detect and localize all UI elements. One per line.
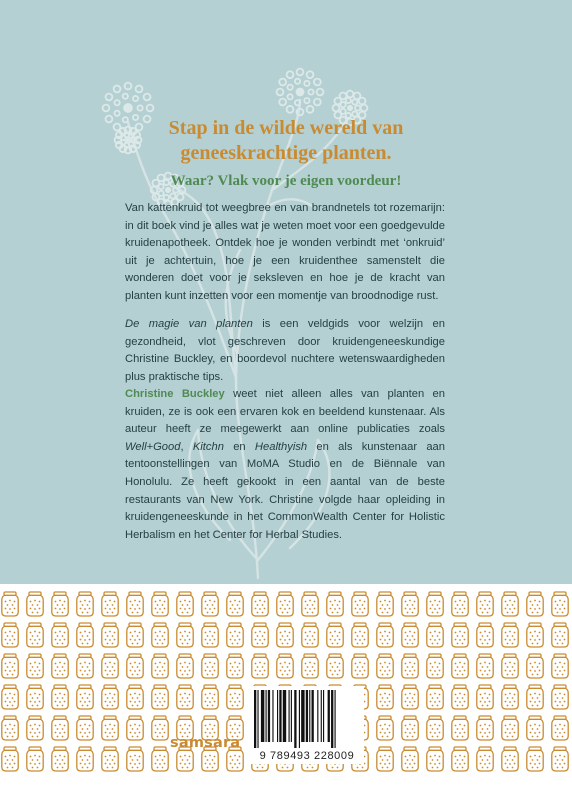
jar-icon [452,747,468,771]
barcode-bar [309,690,310,742]
jar-icon [27,623,43,647]
barcode-bar [331,690,333,748]
jar-icon [452,592,468,616]
jar-icon [177,654,193,678]
jar-icon [402,592,418,616]
jar-icon [402,623,418,647]
jar-icon [2,716,18,740]
jar-icon [127,654,143,678]
jar-icon [502,623,518,647]
tagline: Waar? Vlak voor je eigen voordeur! [170,173,402,189]
jar-icon [27,685,43,709]
jar-icon [552,685,568,709]
barcode-bar [272,690,273,742]
jar-icon [402,716,418,740]
barcode-bar [277,690,278,742]
jar-icon [177,623,193,647]
publisher-logo: samsara [170,735,241,751]
jar-icon [152,654,168,678]
barcode-bar [257,690,258,748]
flower-head-2 [277,69,324,116]
headline [0,116,572,166]
barcode-bar [294,690,296,748]
jar-icon [402,685,418,709]
jar-icon [552,716,568,740]
jar-icon [27,716,43,740]
jar-icon [552,623,568,647]
barcode-bar [254,690,256,748]
jar-icon [477,592,493,616]
jar-icon [102,716,118,740]
jar-icon [227,623,243,647]
jar-icon [427,654,443,678]
jar-icon [377,592,393,616]
jar-icon [127,623,143,647]
jar-icon [152,685,168,709]
barcode-bar [321,690,322,742]
jar-icon [477,716,493,740]
jar-icon [202,654,218,678]
jar-icon [52,654,68,678]
jar-icon [202,685,218,709]
jar-icon [227,685,243,709]
jar-icon [77,592,93,616]
jar-icon [152,623,168,647]
jar-icon [527,685,543,709]
jar-icon [402,747,418,771]
description-paragraph [125,316,445,386]
bio-text-1: weet niet alleen alles van planten en kruiden, ze is ook een ervaren kok en beeldend kunstenaar. Als auteur heeft ze meegewerkt aan online publicaties zoals [125,388,445,436]
jar-icon [327,623,343,647]
bio-text-2: en als kunstenaar aan tentoonstellingen van MoMA Studio en de Biënnale van Honolulu. Ze heeft gekookt in een aantal van de beste restaurants van New York. Christine volgde haar opleiding in kruidengeneeskunde in het CommonWealth Center for Holistic Herbalism en het Center for Herbal Studies. [125,440,445,541]
jar-icon [27,592,43,616]
jar-icon [277,592,293,616]
jar-icon [502,747,518,771]
jar-icon [452,623,468,647]
barcode-bar [266,690,267,742]
jar-icon [102,685,118,709]
jar-icon [102,654,118,678]
jar-icon [77,654,93,678]
jar-icon [127,747,143,771]
barcode [250,686,364,748]
jar-icon [427,716,443,740]
jar-icon [427,623,443,647]
publication-well-good: Well+Good [125,440,181,453]
barcode-number: 9 789493 228009 [259,750,355,762]
jar-icon [102,623,118,647]
jar-icon [202,592,218,616]
jar-icon [52,747,68,771]
jar-icon [102,592,118,616]
jar-icon [502,592,518,616]
jar-icon [427,747,443,771]
jar-icon [152,747,168,771]
jar-icon [452,654,468,678]
jar-icon [452,685,468,709]
jar-icon [377,623,393,647]
jar-icon [152,592,168,616]
jar-icon [127,716,143,740]
jar-icon [502,654,518,678]
jar-icon [2,592,18,616]
jar-icon [302,623,318,647]
jar-icon [52,592,68,616]
jar-icon [2,654,18,678]
barcode-bar [289,690,290,742]
jar-icon [352,592,368,616]
jar-icon [377,716,393,740]
jar-icon [77,623,93,647]
barcode-bar [312,690,314,742]
jar-icon [377,654,393,678]
author-name: Christine Buckley [125,388,225,400]
jar-icon [527,716,543,740]
barcode-bar [279,690,281,742]
jar-icon [502,716,518,740]
jar-icon [127,592,143,616]
jar-icon [427,592,443,616]
barcode-bar [301,690,304,742]
jar-icon [77,716,93,740]
jar-icon [402,654,418,678]
barcode-bar [335,690,336,748]
jar-icon [202,623,218,647]
jar-icon [252,654,268,678]
headline-line-1: Stap in de wilde wereld van [168,117,404,139]
jar-icon [502,685,518,709]
jar-icon [252,623,268,647]
jar-icon [177,592,193,616]
barcode-bar [306,690,308,742]
barcode-bar [317,690,318,742]
jar-icon [527,623,543,647]
jar-icon [477,654,493,678]
jar-icon [327,592,343,616]
jar-icon [477,685,493,709]
jar-icon [552,747,568,771]
jar-icon [527,747,543,771]
jar-icon [302,654,318,678]
jar-icon [552,592,568,616]
barcode-bar [291,690,292,742]
jar-icon [527,592,543,616]
jar-icon [177,685,193,709]
jar-icon [552,654,568,678]
jar-icon [327,654,343,678]
barcode-bar [261,690,264,742]
bio-separator-1: , [180,440,193,453]
jar-icon [27,747,43,771]
jar-icon [52,685,68,709]
barcode-bar [283,690,286,742]
jar-icon [77,685,93,709]
jar-icon [2,747,18,771]
jar-icon [477,623,493,647]
jar-icon [127,685,143,709]
jar-icon [27,654,43,678]
barcode-bar [328,690,330,742]
jar-icon [2,623,18,647]
jar-icon [477,747,493,771]
barcode-bar [323,690,324,742]
jar-icon [352,654,368,678]
jar-icon [377,685,393,709]
jar-icon [377,747,393,771]
bio-separator-2: en [223,440,255,453]
jar-icon [277,623,293,647]
jar-icon [227,654,243,678]
author-bio-paragraph [125,386,445,544]
barcode-bar [268,690,270,742]
publication-kitchn: Kitchn [192,440,224,453]
jar-icon [152,716,168,740]
jar-icon [52,716,68,740]
description-text: is een veldgids voor welzijn en gezondheid, vlot geschreven door kruidengeneeskundige Christine Buckley, en boordevol nuchtere wetenswaardigheden plus praktische tips. [125,318,445,383]
jar-icon [302,592,318,616]
publication-healthyish: Healthyish [254,440,308,453]
jar-icon [427,685,443,709]
jar-icon [352,623,368,647]
jar-icon [77,747,93,771]
jar-icon [52,623,68,647]
jar-icon [102,747,118,771]
headline-line-2: geneeskrachtige planten. [180,142,392,164]
jar-icon [527,654,543,678]
book-title-inline: De magie van planten [125,318,253,330]
jar-icon [2,685,18,709]
jar-icon [277,654,293,678]
jar-icon [252,592,268,616]
jar-icon [227,592,243,616]
blurb-paragraph: Van kattenkruid tot weegbree en van brandnetels tot rozemarijn: in dit boek vind je alles wat je weten moet voor een goedgevulde kruidenapotheek. Ontdek hoe je wonden verbindt met ‘onkruid’ uit je achtertuin, hoe je een kruidenthee samenstelt die wonderen doet voor je seksleven en hoe je de kracht van planten kunt inzetten voor een momentje van broodnodige rust. [125,202,445,302]
jar-icon [452,716,468,740]
barcode-bar [299,690,300,748]
